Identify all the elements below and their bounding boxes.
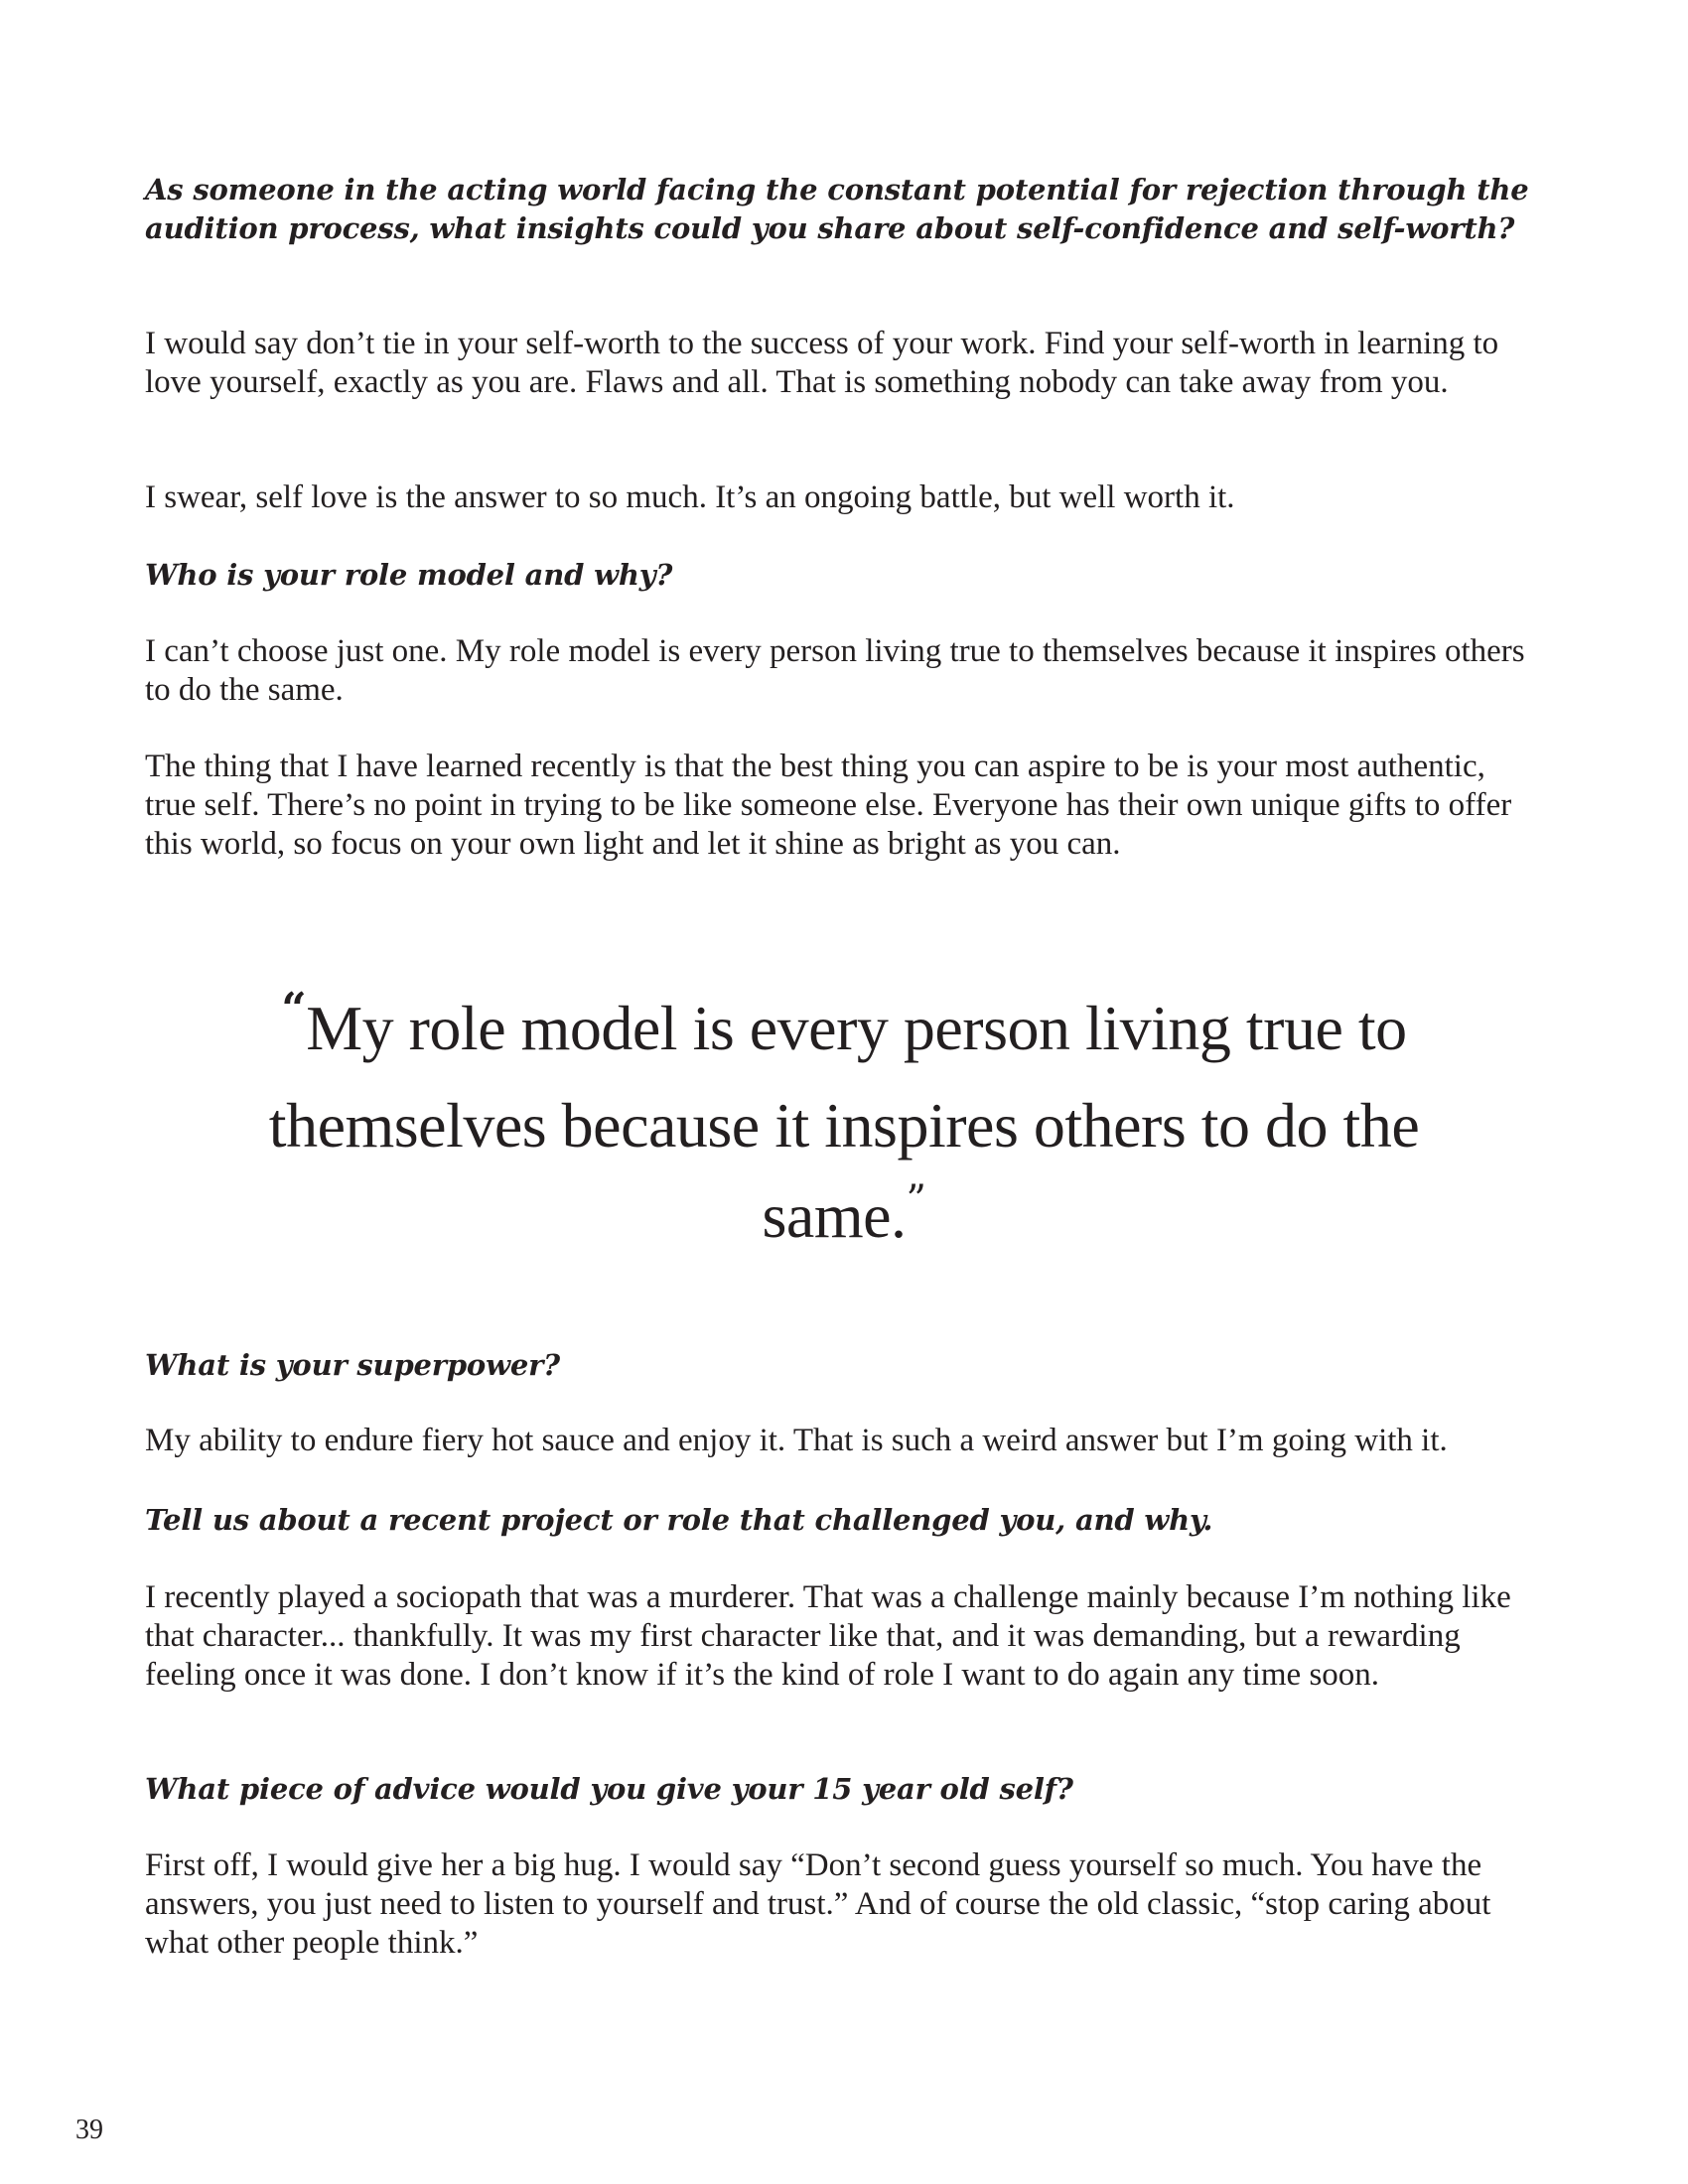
answer-superpower: My ability to endure fiery hot sauce and enjoy it. That is such a weird answer but I’m going with it. [145, 1423, 1448, 1458]
answer-self-love: I swear, self love is the answer to so much. It’s an ongoing battle, but well worth it. [145, 479, 1235, 515]
page-number: 39 [75, 2115, 103, 2145]
question-self-confidence: As someone in the acting world facing the constant potential for rejection through the audition process, what insights could you share about self-confidence and self-worth? [145, 173, 1529, 245]
answer-role-model: I can’t choose just one. My role model is every person living true to themselves because it inspires others to do the same. [145, 633, 1525, 708]
answer-authentic-self: The thing that I have learned recently is that the best thing you can aspire to be is your most authentic, true self. There’s no point in trying to be like someone else. Everyone has their own unique gifts to offer this world, so focus on your own light and let it shine as bright as you can. [145, 749, 1512, 862]
open-quote-mark: “ [281, 984, 307, 1034]
question-superpower: What is your superpower? [145, 1348, 560, 1382]
pull-quote [268, 983, 1420, 1270]
question-advice: What piece of advice would you give your 15 year old self? [145, 1772, 1073, 1806]
close-quote-mark: ” [906, 1177, 926, 1223]
question-recent-project: Tell us about a recent project or role that challenged you, and why. [145, 1503, 1213, 1537]
answer-self-worth: I would say don’t tie in your self-worth to the success of your work. Find your self-worth in learning to love yourself, exactly as you are. Flaws and all. That is something nobody can take away from you. [145, 326, 1499, 400]
pull-quote-text: My role model is every person living true to themselves because it inspires others to do the same. [268, 993, 1420, 1251]
answer-recent-project: I recently played a sociopath that was a murderer. That was a challenge mainly because I’m nothing like that character... thankfully. It was my first character like that, and it was demanding, but a rewarding feeling once it was done. I don’t know if it’s the kind of role I want to do again any time soon. [145, 1579, 1511, 1693]
answer-advice: First off, I would give her a big hug. I would say “Don’t second guess yourself so much. You have the answers, you just need to listen to yourself and trust.” And of course the old classic, “stop caring about what other people think.” [145, 1847, 1491, 1961]
question-role-model: Who is your role model and why? [145, 558, 673, 592]
